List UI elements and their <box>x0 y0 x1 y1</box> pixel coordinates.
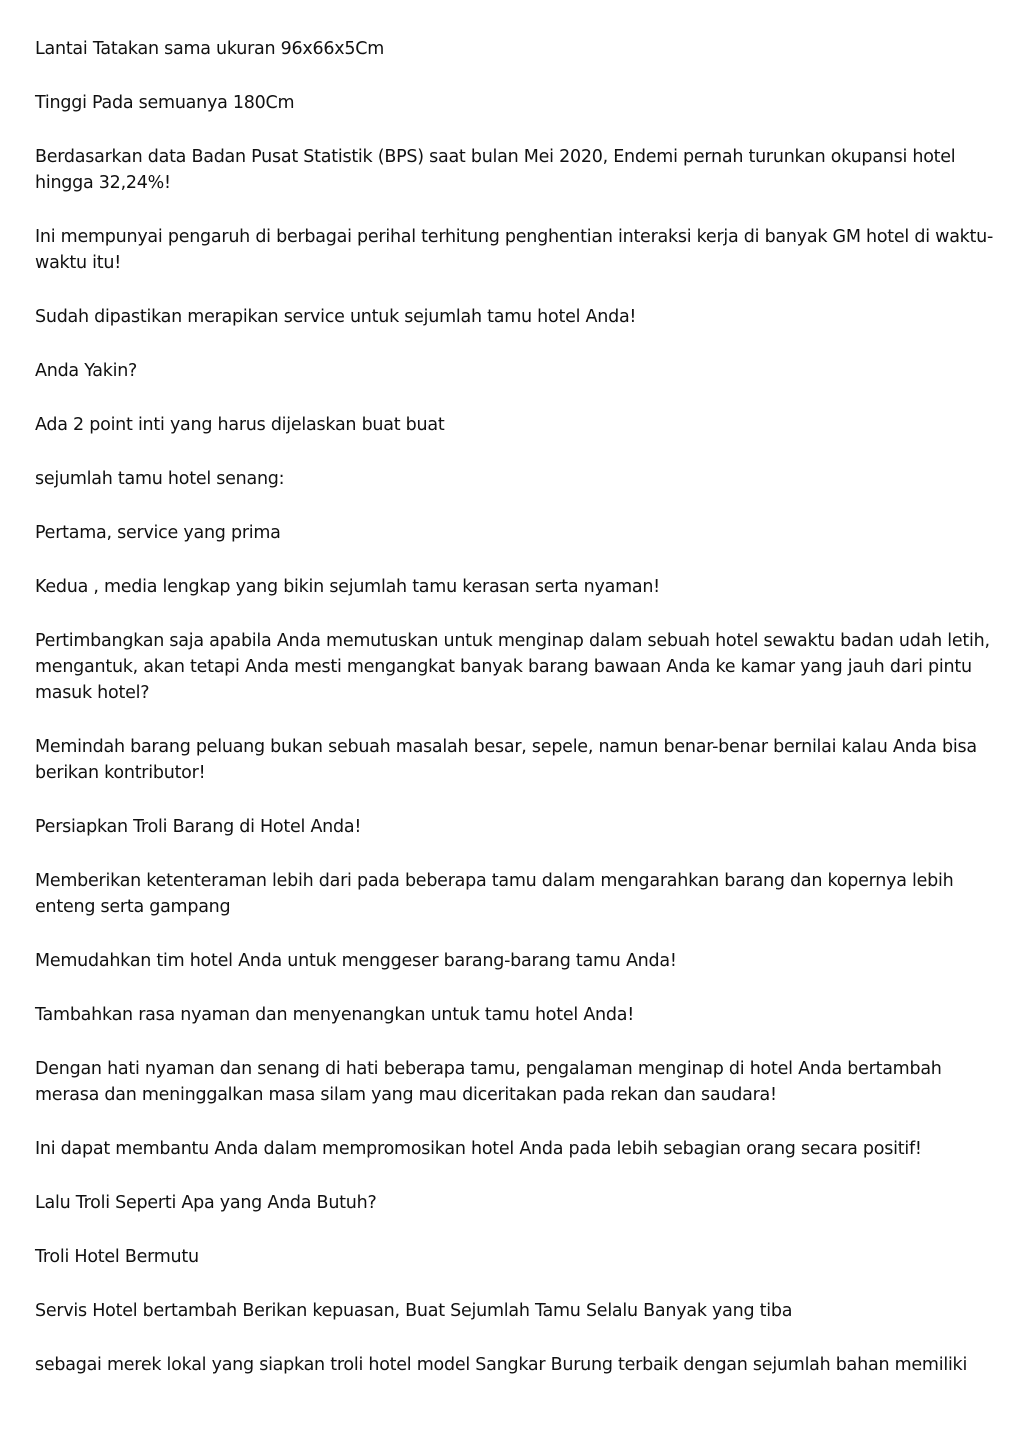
document-body <box>35 36 995 1406</box>
paragraph: Sudah dipastikan merapikan service untuk sejumlah tamu hotel Anda! <box>35 307 637 327</box>
paragraph: Ini mempunyai pengaruh di berbagai perihal terhitung penghentian interaksi kerja di banyak GM hotel di waktu-waktu itu! <box>35 227 994 273</box>
paragraph: Tinggi Pada semuanya 180Cm <box>35 93 295 113</box>
paragraph: sejumlah tamu hotel senang: <box>35 469 285 489</box>
paragraph: Ada 2 point inti yang harus dijelaskan buat buat <box>35 415 445 435</box>
paragraph: Tambahkan rasa nyaman dan menyenangkan untuk tamu hotel Anda! <box>35 1005 634 1025</box>
paragraph: Kedua , media lengkap yang bikin sejumlah tamu kerasan serta nyaman! <box>35 577 660 597</box>
paragraph: Ini dapat membantu Anda dalam mempromosikan hotel Anda pada lebih sebagian orang secara positif! <box>35 1139 922 1159</box>
paragraph: Berdasarkan data Badan Pusat Statistik (BPS) saat bulan Mei 2020, Endemi pernah turunkan okupansi hotel hingga 32,24%! <box>35 147 956 193</box>
paragraph: sebagai merek lokal yang siapkan troli hotel model Sangkar Burung terbaik dengan sejumlah bahan memiliki <box>35 1355 968 1375</box>
paragraph: Memindah barang peluang bukan sebuah masalah besar, sepele, namun benar-benar bernilai kalau Anda bisa berikan kontributor! <box>35 737 977 783</box>
paragraph: Persiapkan Troli Barang di Hotel Anda! <box>35 817 362 837</box>
paragraph: Troli Hotel Bermutu <box>35 1247 199 1267</box>
paragraph: Pertama, service yang prima <box>35 523 281 543</box>
paragraph: Lalu Troli Seperti Apa yang Anda Butuh? <box>35 1193 377 1213</box>
paragraph: Servis Hotel bertambah Berikan kepuasan, Buat Sejumlah Tamu Selalu Banyak yang tiba <box>35 1301 793 1321</box>
paragraph: Pertimbangkan saja apabila Anda memutuskan untuk menginap dalam sebuah hotel sewaktu badan udah letih, mengantuk, akan tetapi Anda mesti mengangkat banyak barang bawaan Anda ke kamar yang jauh dari pintu masuk hotel? <box>35 631 990 703</box>
paragraph: Dengan hati nyaman dan senang di hati beberapa tamu, pengalaman menginap di hotel Anda bertambah merasa dan meninggalkan masa silam yang mau diceritakan pada rekan dan saudara! <box>35 1059 942 1105</box>
paragraph: Anda Yakin? <box>35 361 138 381</box>
paragraph: Memberikan ketenteraman lebih dari pada beberapa tamu dalam mengarahkan barang dan kopernya lebih enteng serta gampang <box>35 871 954 917</box>
paragraph: Memudahkan tim hotel Anda untuk menggeser barang-barang tamu Anda! <box>35 951 677 971</box>
paragraph: Lantai Tatakan sama ukuran 96x66x5Cm <box>35 39 385 59</box>
